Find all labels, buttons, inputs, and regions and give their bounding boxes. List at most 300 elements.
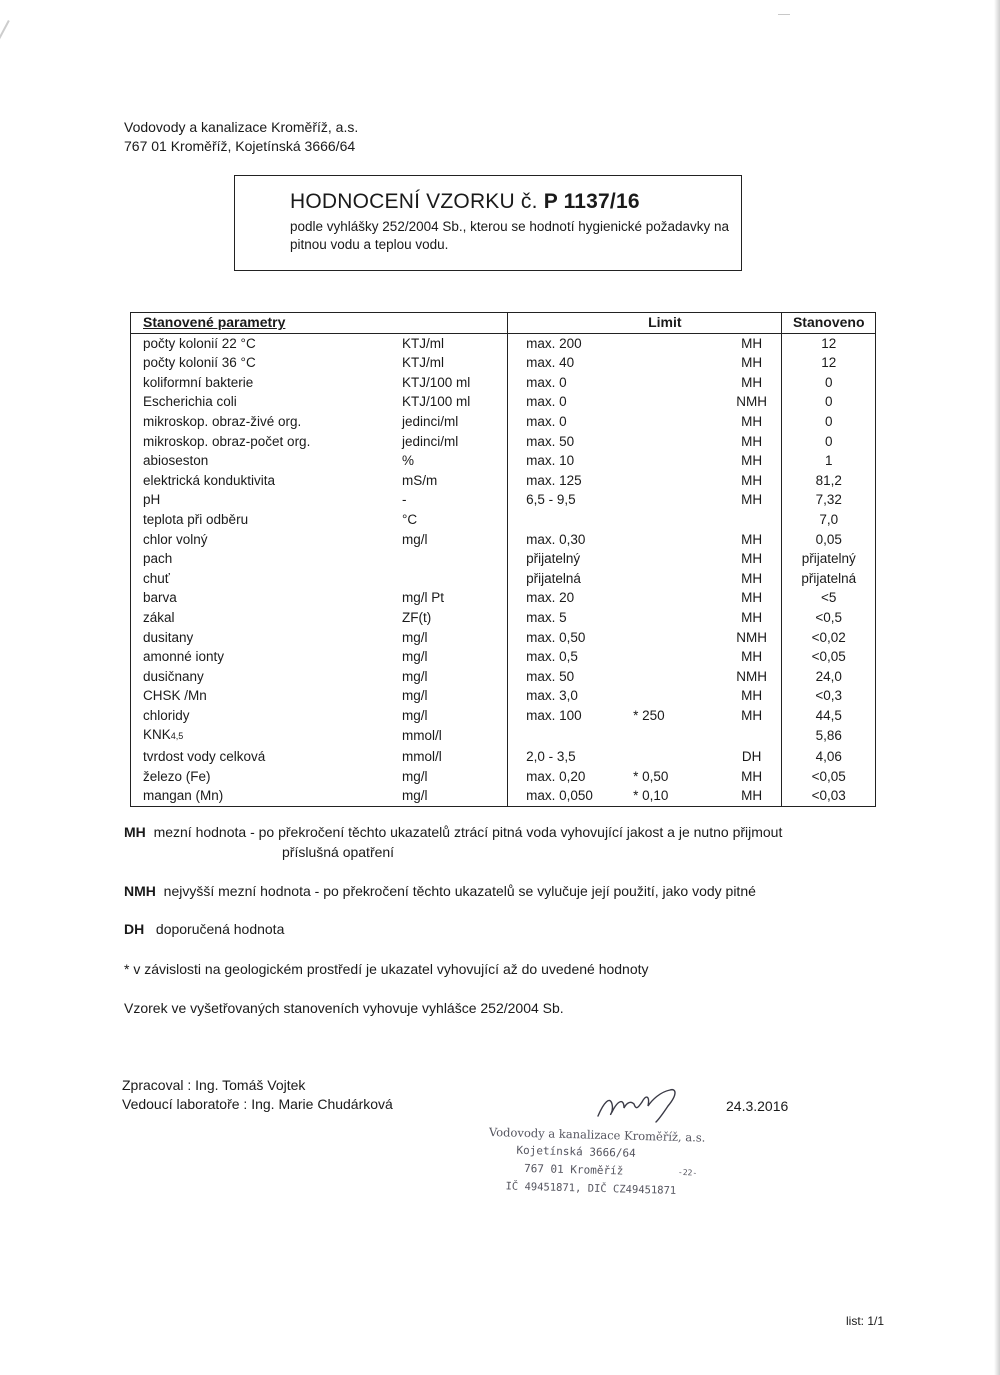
- param-name: [131, 747, 390, 767]
- table-row: [131, 353, 876, 373]
- param-name-text: počty kolonií 36 °C: [143, 355, 256, 371]
- param-name: [131, 588, 390, 608]
- param-limit-geo: [621, 786, 722, 806]
- param-name: [131, 549, 390, 569]
- param-name: [131, 628, 390, 648]
- param-name-text: koliformní bakterie: [143, 374, 254, 390]
- param-name-text: dusitany: [143, 629, 194, 645]
- table-row: [131, 667, 876, 687]
- param-value: [782, 588, 876, 608]
- param-unit-text: °C: [401, 511, 418, 527]
- param-name: [131, 725, 390, 747]
- param-unit-text: mS/m: [401, 472, 438, 488]
- param-name: [131, 490, 390, 510]
- param-limit-type: [722, 549, 782, 569]
- param-value-text: <0,05: [811, 768, 846, 784]
- param-limit: [508, 471, 622, 491]
- param-value-text: 44,5: [815, 707, 842, 723]
- param-value-text: 12: [821, 335, 837, 351]
- param-value: [782, 647, 876, 667]
- param-name-text: chuť: [143, 570, 170, 586]
- legend-dh: [124, 919, 284, 939]
- param-value-text: přijatelná: [801, 570, 857, 586]
- param-limit-type-text: MH: [741, 649, 763, 665]
- param-unit-text: jedinci/ml: [401, 413, 459, 429]
- param-name-text: mikroskop. obraz-počet org.: [143, 433, 311, 449]
- param-value: [782, 608, 876, 628]
- stamp-company: Vodovody a kanalizace Kroměříž, a.s.: [488, 1124, 706, 1145]
- param-limit-type-text: MH: [741, 788, 763, 804]
- param-limit-geo: [621, 667, 722, 687]
- param-value-text: 0,05: [815, 531, 842, 547]
- table-header-row: [131, 313, 876, 334]
- param-value-text: 24,0: [815, 668, 842, 684]
- param-unit: [390, 686, 508, 706]
- param-limit-type-text: MH: [741, 688, 763, 704]
- param-limit-type-text: MH: [741, 453, 763, 469]
- param-value: [782, 451, 876, 471]
- param-name-text: elektrická konduktivita: [143, 472, 276, 488]
- param-value: [782, 392, 876, 412]
- param-limit-type: [722, 432, 782, 452]
- legend-dh-text: doporučená hodnota: [155, 921, 285, 937]
- param-limit-geo: [621, 353, 722, 373]
- param-unit-text: mmol/l: [401, 728, 442, 744]
- table-row: [131, 412, 876, 432]
- param-limit-type-text: MH: [741, 768, 763, 784]
- param-value: [782, 706, 876, 726]
- param-name: [131, 647, 390, 667]
- param-value-text: 5,86: [815, 728, 842, 744]
- param-name: [131, 706, 390, 726]
- table-row: [131, 767, 876, 787]
- param-limit: [508, 767, 622, 787]
- stamp-street: Kojetínská 3666/64: [516, 1143, 636, 1160]
- param-name-text: zákal: [143, 609, 175, 625]
- param-limit: [508, 549, 622, 569]
- param-value: [782, 569, 876, 589]
- param-limit-text: 6,5 - 9,5: [526, 492, 576, 508]
- param-unit: [390, 333, 508, 353]
- param-unit: [390, 706, 508, 726]
- param-limit-geo: [621, 628, 722, 648]
- title-box: [234, 175, 742, 271]
- param-limit-text: přijatelný: [526, 551, 581, 567]
- param-limit-geo: [621, 569, 722, 589]
- param-limit-text: 2,0 - 3,5: [526, 749, 576, 765]
- param-limit: [508, 510, 622, 530]
- table-row: [131, 569, 876, 589]
- table-row: [131, 333, 876, 353]
- param-name: [131, 686, 390, 706]
- param-limit-text: max. 20: [526, 590, 575, 606]
- param-name-text: barva: [143, 590, 177, 606]
- legend-mh-text: mezní hodnota - po překročení těchto ukazatelů ztrácí pitná voda vyhovující jakost a je nutno přijmout: [153, 824, 783, 840]
- table-row: [131, 490, 876, 510]
- legend-nmh-text: nejvyšší mezní hodnota - po překročení těchto ukazatelů se vylučuje její použití, jako vody pitné: [163, 883, 756, 899]
- param-unit-text: mg/l: [401, 668, 428, 684]
- param-value: [782, 353, 876, 373]
- param-limit-text: max. 100: [526, 707, 582, 723]
- legend-mh-text-2: příslušná opatření: [282, 844, 395, 860]
- param-name-text: mikroskop. obraz-živé org.: [143, 413, 302, 429]
- param-limit: [508, 706, 622, 726]
- param-limit: [508, 786, 622, 806]
- param-unit-text: mmol/l: [401, 749, 442, 765]
- param-unit-text: KTJ/100 ml: [401, 394, 471, 410]
- table-row: [131, 373, 876, 393]
- param-limit: [508, 412, 622, 432]
- param-limit-type: [722, 747, 782, 767]
- param-limit-type: [722, 767, 782, 787]
- param-name: [131, 432, 390, 452]
- param-value: [782, 412, 876, 432]
- param-limit-text: max. 0,050: [526, 788, 593, 804]
- param-limit: [508, 451, 622, 471]
- param-limit-geo: [621, 608, 722, 628]
- param-unit: [390, 628, 508, 648]
- param-unit: [390, 667, 508, 687]
- param-limit: [508, 353, 622, 373]
- title-subtitle: podle vyhlášky 252/2004 Sb., kterou se hodnotí hygienické požadavky na pitnou vodu a teplou vodu.: [290, 219, 730, 252]
- param-limit: [508, 490, 622, 510]
- scan-edge: [994, 0, 1000, 1375]
- param-limit-type: [722, 490, 782, 510]
- param-limit: [508, 608, 622, 628]
- param-limit-geo: [621, 412, 722, 432]
- param-unit: [390, 373, 508, 393]
- document-title: [290, 190, 640, 214]
- param-name-text: chloridy: [143, 707, 190, 723]
- param-limit-type: [722, 608, 782, 628]
- legend-nmh: [124, 881, 756, 901]
- param-unit: [390, 588, 508, 608]
- legend-mh: [124, 822, 782, 862]
- header-limit: Limit: [508, 313, 782, 334]
- param-limit-geo: [621, 333, 722, 353]
- lab-head: Vedoucí laboratoře : Ing. Marie Chudárková: [122, 1096, 393, 1112]
- param-unit: [390, 569, 508, 589]
- table-row: [131, 432, 876, 452]
- param-limit-geo: [621, 510, 722, 530]
- table-row: [131, 392, 876, 412]
- param-value-text: 7,32: [815, 492, 842, 508]
- param-name: [131, 786, 390, 806]
- param-limit-geo: [621, 647, 722, 667]
- param-limit-geo: [621, 747, 722, 767]
- param-name: [131, 333, 390, 353]
- param-limit-type: [722, 392, 782, 412]
- param-limit: [508, 373, 622, 393]
- param-value: [782, 747, 876, 767]
- param-value-text: 12: [821, 355, 837, 371]
- table-body: [131, 333, 876, 806]
- param-unit-text: %: [401, 453, 414, 469]
- param-value: [782, 530, 876, 550]
- param-limit-type-text: MH: [741, 355, 763, 371]
- param-limit-geo: [621, 706, 722, 726]
- param-limit-type: [722, 569, 782, 589]
- param-limit: [508, 530, 622, 550]
- param-value: [782, 725, 876, 747]
- param-unit: [390, 451, 508, 471]
- stamp-number: -22-: [677, 1167, 698, 1178]
- handwritten-signature: [590, 1082, 690, 1132]
- table-row: [131, 647, 876, 667]
- param-limit-geo-text: * 0,10: [633, 788, 669, 804]
- param-value-text: 81,2: [815, 472, 842, 488]
- stamp-ids: IČ 49451871, DIČ CZ49451871: [505, 1180, 677, 1197]
- company-address: [124, 118, 358, 156]
- param-name-text: tvrdost vody celková: [143, 749, 266, 765]
- param-limit-type: [722, 333, 782, 353]
- param-limit-type: [722, 686, 782, 706]
- param-limit: [508, 686, 622, 706]
- header-params: Stanovené parametry: [131, 313, 508, 334]
- param-limit-type: [722, 588, 782, 608]
- param-limit: [508, 569, 622, 589]
- param-unit: [390, 432, 508, 452]
- param-limit-type-text: MH: [741, 492, 763, 508]
- param-name-text: chlor volný: [143, 531, 208, 547]
- param-limit-text: max. 0: [526, 413, 567, 429]
- param-unit-text: KTJ/ml: [401, 335, 444, 351]
- param-limit-type-text: MH: [741, 570, 763, 586]
- param-value: [782, 786, 876, 806]
- date: 24.3.2016: [726, 1098, 789, 1114]
- param-name: [131, 451, 390, 471]
- param-limit-text: max. 200: [526, 335, 582, 351]
- param-limit-type-text: MH: [741, 472, 763, 488]
- param-limit-geo: [621, 549, 722, 569]
- param-value-text: <0,05: [811, 649, 846, 665]
- param-name: [131, 353, 390, 373]
- param-value: [782, 510, 876, 530]
- param-unit-text: mg/l Pt: [401, 590, 444, 606]
- param-unit: [390, 510, 508, 530]
- param-unit: [390, 530, 508, 550]
- param-value-text: 0: [824, 433, 833, 449]
- param-limit-geo: [621, 490, 722, 510]
- param-limit-type-text: NMH: [736, 668, 768, 684]
- param-unit: [390, 725, 508, 747]
- param-unit: [390, 392, 508, 412]
- param-limit-text: max. 0,30: [526, 531, 586, 547]
- param-unit: [390, 490, 508, 510]
- param-limit-geo: [621, 373, 722, 393]
- param-name-text: počty kolonií 22 °C: [143, 335, 256, 351]
- param-limit: [508, 747, 622, 767]
- param-limit-text: max. 0,50: [526, 629, 586, 645]
- table-row: [131, 608, 876, 628]
- stamp-city: 767 01 Kroměříž: [523, 1161, 624, 1178]
- scan-mark: [778, 14, 790, 15]
- param-limit-type: [722, 451, 782, 471]
- param-limit-type: [722, 786, 782, 806]
- param-limit-type-text: MH: [741, 374, 763, 390]
- param-limit: [508, 667, 622, 687]
- param-limit-type: [722, 353, 782, 373]
- param-unit: [390, 549, 508, 569]
- param-limit-type: [722, 530, 782, 550]
- param-limit-geo: [621, 725, 722, 747]
- param-name: [131, 373, 390, 393]
- table-row: [131, 451, 876, 471]
- param-limit-geo-text: * 0,50: [633, 768, 669, 784]
- param-value-text: <0,5: [815, 609, 843, 625]
- param-limit-text: max. 0,5: [526, 649, 578, 665]
- param-name: [131, 608, 390, 628]
- param-value-text: <0,03: [811, 788, 846, 804]
- table-row: [131, 471, 876, 491]
- param-unit: [390, 647, 508, 667]
- param-limit-geo: [621, 432, 722, 452]
- param-limit-type-text: MH: [741, 707, 763, 723]
- legend-mh-abbr: MH: [124, 824, 146, 840]
- scan-mark: [0, 20, 10, 109]
- table-row: [131, 747, 876, 767]
- table-row: [131, 725, 876, 747]
- param-limit: [508, 647, 622, 667]
- table-row: [131, 588, 876, 608]
- param-name-text: pach: [143, 551, 173, 567]
- parameters-table: [130, 312, 876, 807]
- param-limit-geo: [621, 686, 722, 706]
- table-row: [131, 786, 876, 806]
- legend-star-note: * v závislosti na geologickém prostředí je ukazatel vyhovující až do uvedené hodnoty: [124, 961, 649, 977]
- param-name: [131, 667, 390, 687]
- param-limit-geo: [621, 451, 722, 471]
- param-value-text: <0,02: [811, 629, 846, 645]
- param-unit: [390, 786, 508, 806]
- param-name-text: mangan (Mn): [143, 788, 224, 804]
- param-limit-type: [722, 725, 782, 747]
- table-row: [131, 549, 876, 569]
- param-limit-type: [722, 628, 782, 648]
- param-value: [782, 549, 876, 569]
- param-limit-type-text: MH: [741, 413, 763, 429]
- param-unit: [390, 608, 508, 628]
- param-limit-type: [722, 667, 782, 687]
- param-unit: [390, 471, 508, 491]
- param-limit-geo: [621, 471, 722, 491]
- param-limit-text: max. 50: [526, 668, 575, 684]
- company-stamp: [483, 1123, 725, 1219]
- param-limit: [508, 392, 622, 412]
- param-value-text: 0: [824, 394, 833, 410]
- param-limit: [508, 588, 622, 608]
- param-limit-type-text: MH: [741, 335, 763, 351]
- param-limit-geo: [621, 588, 722, 608]
- sample-number: P 1137/16: [543, 190, 640, 213]
- param-limit-type: [722, 471, 782, 491]
- param-limit-text: max. 125: [526, 472, 582, 488]
- param-value: [782, 373, 876, 393]
- param-limit-type-text: MH: [741, 531, 763, 547]
- param-limit-type: [722, 510, 782, 530]
- company-name: Vodovody a kanalizace Kroměříž, a.s.: [124, 119, 359, 135]
- param-limit-type: [722, 412, 782, 432]
- param-name: [131, 392, 390, 412]
- param-unit: [390, 353, 508, 373]
- param-limit-text: max. 0: [526, 374, 567, 390]
- param-name-subscript: 4,5: [170, 731, 184, 742]
- param-unit-text: mg/l: [401, 531, 428, 547]
- table-row: [131, 530, 876, 550]
- param-value: [782, 767, 876, 787]
- param-limit-type: [722, 373, 782, 393]
- param-unit-text: mg/l: [401, 788, 428, 804]
- param-limit: [508, 432, 622, 452]
- legend-dh-abbr: DH: [124, 921, 145, 937]
- param-limit-type-text: MH: [741, 551, 763, 567]
- param-name: [131, 530, 390, 550]
- table-row: [131, 706, 876, 726]
- param-limit-text: max. 0,20: [526, 768, 586, 784]
- param-value-text: 7,0: [819, 511, 839, 527]
- param-limit-text: max. 50: [526, 433, 575, 449]
- param-unit-text: mg/l: [401, 629, 428, 645]
- page-number: list: 1/1: [846, 1314, 885, 1328]
- param-limit-text: přijatelná: [526, 570, 581, 586]
- param-value: [782, 667, 876, 687]
- processed-by: Zpracoval : Ing. Tomáš Vojtek: [122, 1077, 306, 1093]
- param-value: [782, 686, 876, 706]
- param-value-text: 0: [824, 413, 833, 429]
- param-unit-text: jedinci/ml: [401, 433, 459, 449]
- param-name: [131, 767, 390, 787]
- param-name-text: Escherichia coli: [143, 394, 237, 410]
- param-name: [131, 471, 390, 491]
- param-name-text: amonné ionty: [143, 649, 225, 665]
- param-limit-type-text: DH: [741, 749, 762, 765]
- param-value-text: 1: [824, 453, 833, 469]
- table-row: [131, 510, 876, 530]
- param-value: [782, 471, 876, 491]
- param-name-text: pH: [143, 492, 161, 508]
- param-unit-text: KTJ/ml: [401, 355, 444, 371]
- param-limit-type: [722, 647, 782, 667]
- param-value-text: <5: [821, 590, 837, 606]
- param-limit-text: max. 5: [526, 609, 567, 625]
- title-prefix: HODNOCENÍ VZORKU č.: [290, 190, 538, 213]
- param-unit-text: mg/l: [401, 649, 428, 665]
- conclusion: Vzorek ve vyšetřovaných stanoveních vyhovuje vyhlášce 252/2004 Sb.: [124, 1000, 564, 1016]
- company-street: 767 01 Kroměříž, Kojetínská 3666/64: [124, 138, 356, 154]
- param-value: [782, 628, 876, 648]
- param-unit-text: mg/l: [401, 707, 428, 723]
- param-limit-type-text: MH: [741, 609, 763, 625]
- param-name-text: železo (Fe): [143, 768, 211, 784]
- header-value: Stanoveno: [782, 313, 876, 334]
- table-row: [131, 628, 876, 648]
- param-limit-geo: [621, 767, 722, 787]
- param-limit-type-text: NMH: [736, 629, 768, 645]
- param-unit-text: ZF(t): [401, 609, 432, 625]
- param-unit-text: mg/l: [401, 768, 428, 784]
- param-value: [782, 490, 876, 510]
- param-limit-geo-text: * 250: [633, 707, 665, 723]
- param-value: [782, 432, 876, 452]
- param-limit-text: max. 10: [526, 453, 575, 469]
- param-name: [131, 510, 390, 530]
- param-name-text: CHSK /Mn: [143, 688, 207, 704]
- param-value: [782, 333, 876, 353]
- param-limit-type-text: NMH: [736, 394, 768, 410]
- param-limit-text: max. 40: [526, 355, 575, 371]
- signatures-block: [122, 1076, 393, 1114]
- param-unit-text: mg/l: [401, 688, 428, 704]
